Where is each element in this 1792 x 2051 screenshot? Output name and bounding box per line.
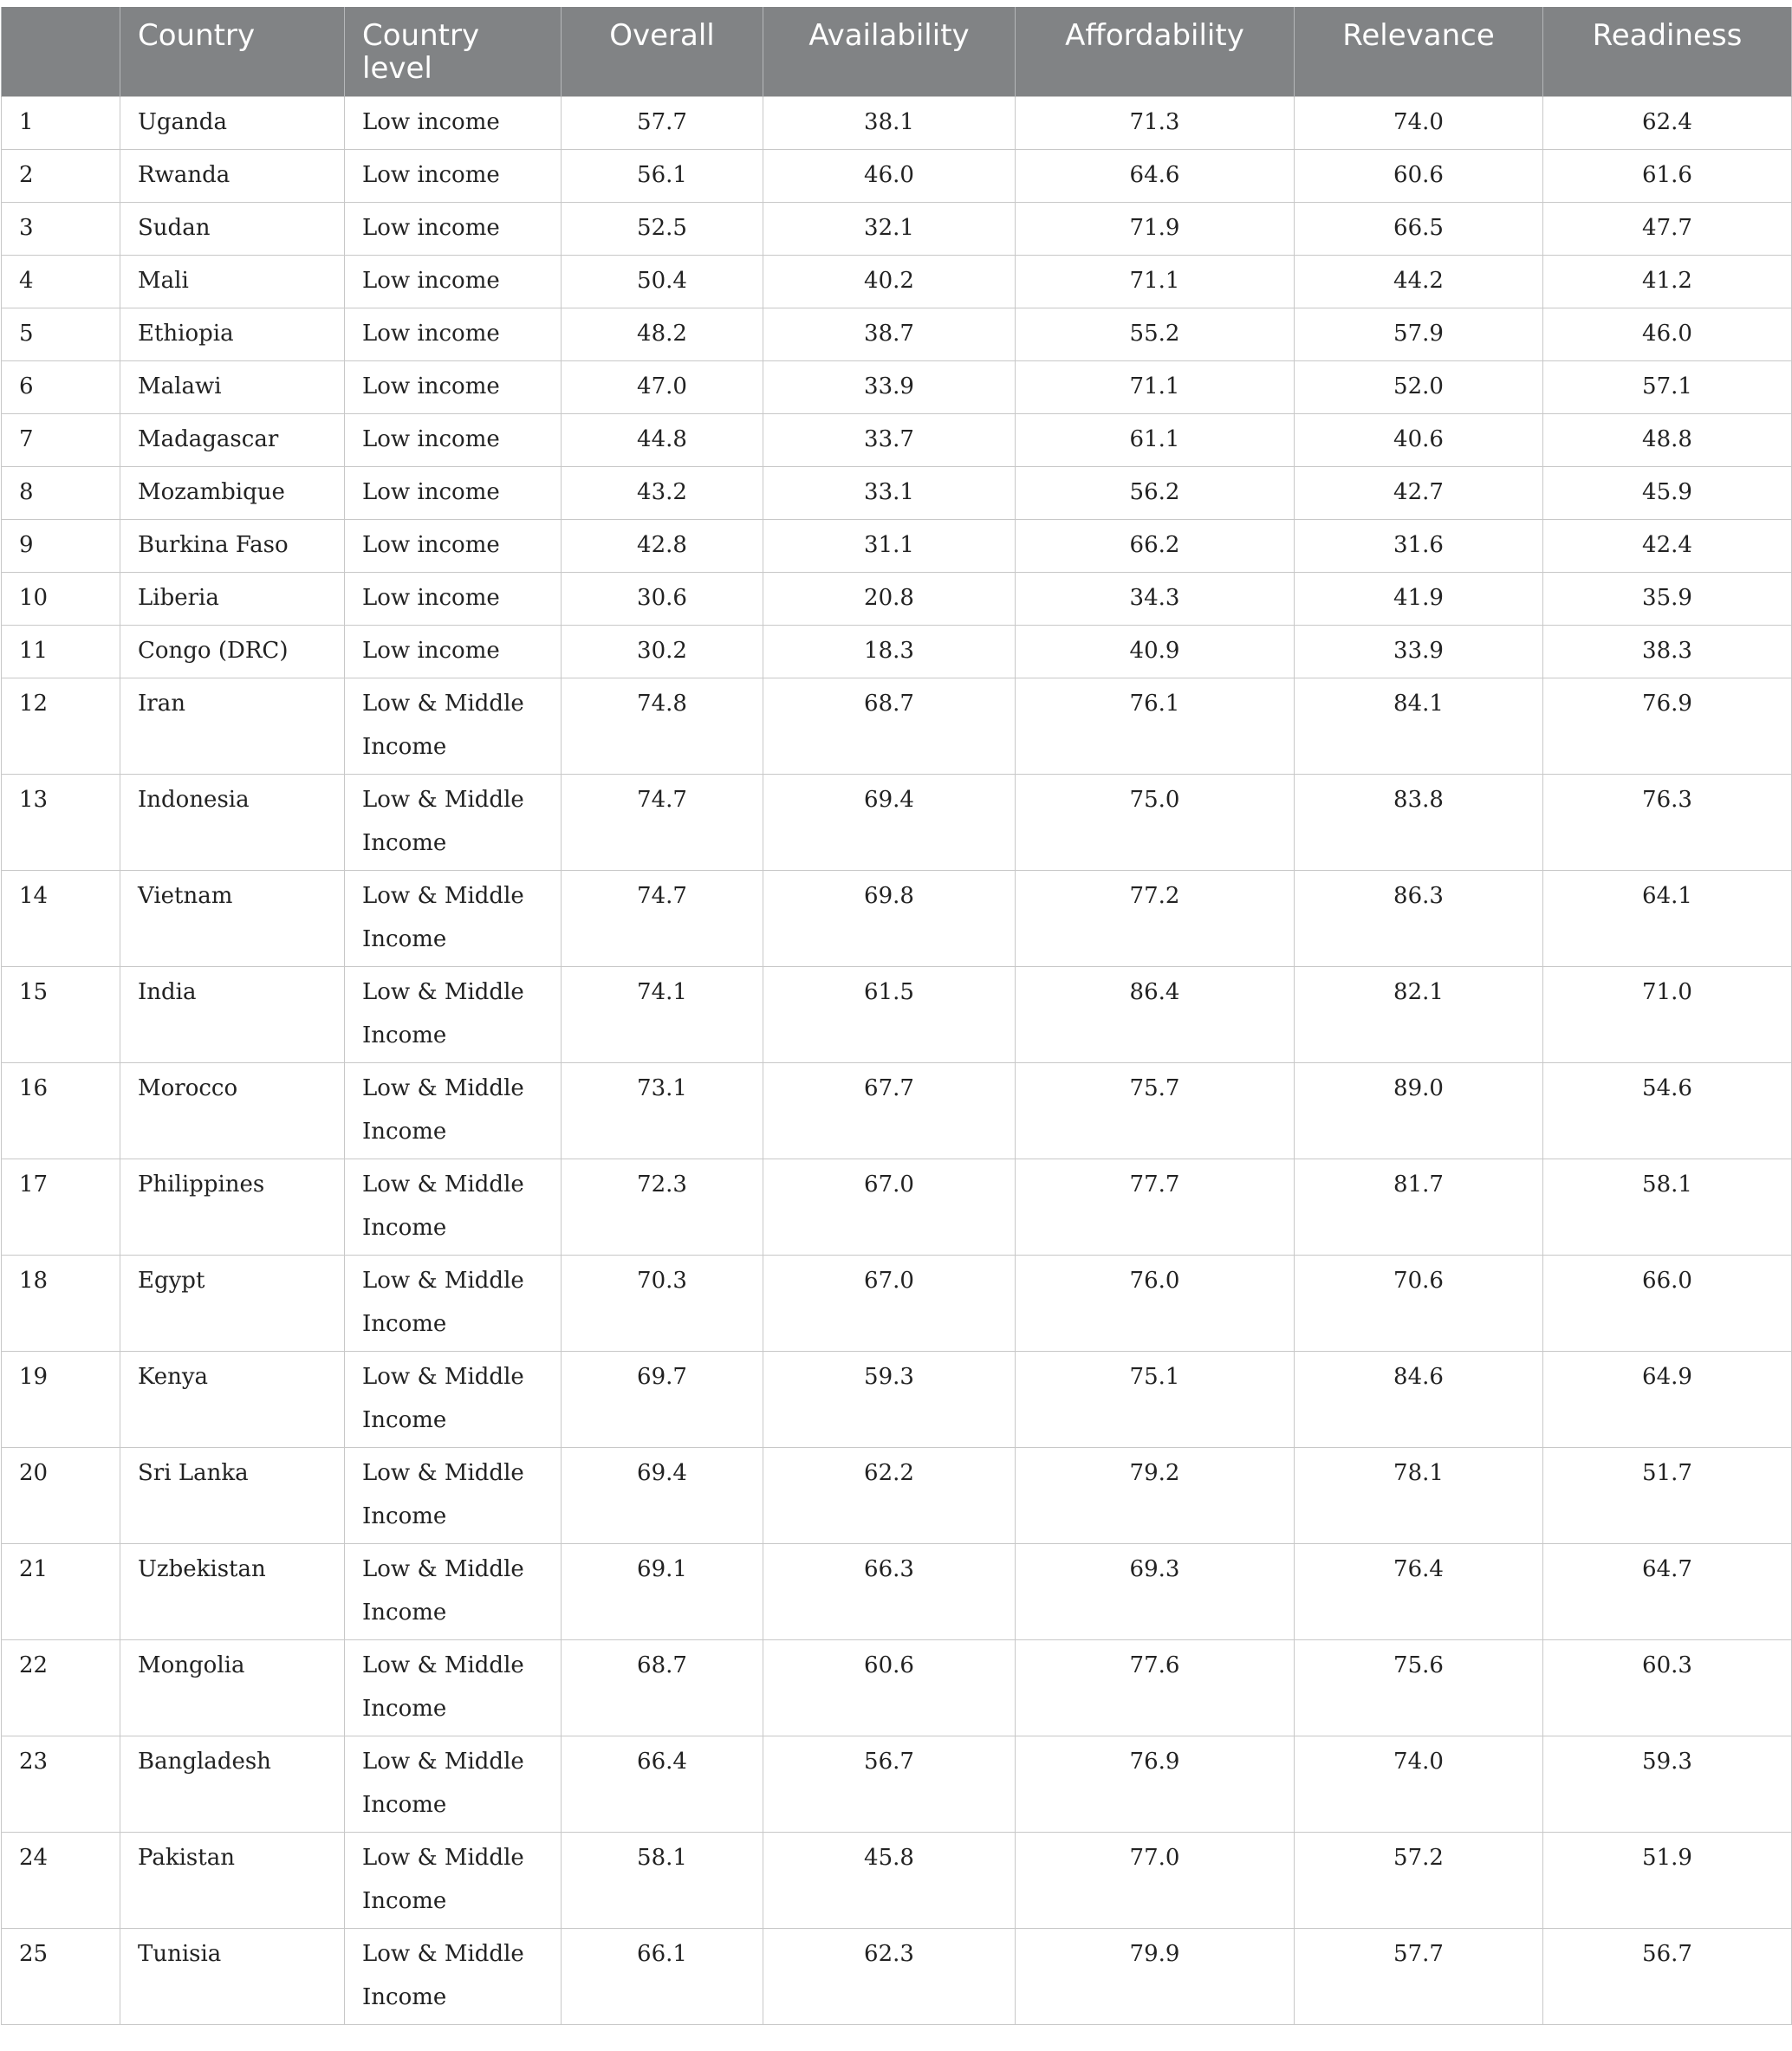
cell-country: Bangladesh	[120, 1736, 345, 1832]
cell-availability: 38.7	[763, 308, 1016, 360]
cell-rank: 10	[2, 572, 120, 625]
cell-relevance: 31.6	[1295, 519, 1543, 572]
cell-rank: 13	[2, 774, 120, 870]
cell-readiness: 60.3	[1543, 1639, 1792, 1736]
cell-country-level: Low income	[345, 625, 562, 678]
cell-rank: 18	[2, 1255, 120, 1351]
cell-availability: 38.1	[763, 96, 1016, 149]
table-row	[2, 678, 1792, 774]
cell-rank: 21	[2, 1543, 120, 1639]
cell-rank: 20	[2, 1447, 120, 1543]
cell-availability: 62.3	[763, 1928, 1016, 2024]
cell-affordability: 86.4	[1016, 966, 1295, 1062]
cell-rank: 1	[2, 96, 120, 149]
cell-country: Liberia	[120, 572, 345, 625]
cell-affordability: 79.2	[1016, 1447, 1295, 1543]
cell-availability: 62.2	[763, 1447, 1016, 1543]
cell-country-level: Low & Middle Income	[345, 1928, 562, 2024]
cell-affordability: 77.2	[1016, 870, 1295, 966]
cell-readiness: 38.3	[1543, 625, 1792, 678]
cell-relevance: 70.6	[1295, 1255, 1543, 1351]
cell-rank: 6	[2, 360, 120, 413]
cell-readiness: 59.3	[1543, 1736, 1792, 1832]
cell-overall: 43.2	[562, 466, 763, 519]
cell-rank: 16	[2, 1062, 120, 1159]
cell-overall: 74.7	[562, 870, 763, 966]
cell-affordability: 77.7	[1016, 1159, 1295, 1255]
cell-overall: 66.4	[562, 1736, 763, 1832]
cell-affordability: 75.1	[1016, 1351, 1295, 1447]
cell-country-level: Low & Middle Income	[345, 1351, 562, 1447]
cell-country-level: Low & Middle Income	[345, 1543, 562, 1639]
header-country: Country	[120, 7, 345, 96]
table-row	[2, 1255, 1792, 1351]
cell-affordability: 71.3	[1016, 96, 1295, 149]
cell-country-level: Low & Middle Income	[345, 678, 562, 774]
cell-readiness: 48.8	[1543, 413, 1792, 466]
table-row	[2, 413, 1792, 466]
cell-country: Indonesia	[120, 774, 345, 870]
cell-readiness: 64.1	[1543, 870, 1792, 966]
cell-overall: 57.7	[562, 96, 763, 149]
cell-readiness: 64.7	[1543, 1543, 1792, 1639]
cell-overall: 30.6	[562, 572, 763, 625]
cell-country-level: Low income	[345, 572, 562, 625]
cell-rank: 11	[2, 625, 120, 678]
cell-availability: 33.7	[763, 413, 1016, 466]
cell-country: Kenya	[120, 1351, 345, 1447]
cell-country-level: Low & Middle Income	[345, 1255, 562, 1351]
cell-relevance: 76.4	[1295, 1543, 1543, 1639]
cell-overall: 50.4	[562, 255, 763, 308]
table-row	[2, 1736, 1792, 1832]
cell-availability: 45.8	[763, 1832, 1016, 1928]
cell-availability: 59.3	[763, 1351, 1016, 1447]
cell-country: Morocco	[120, 1062, 345, 1159]
table-row	[2, 572, 1792, 625]
cell-overall: 69.7	[562, 1351, 763, 1447]
cell-overall: 70.3	[562, 1255, 763, 1351]
cell-readiness: 64.9	[1543, 1351, 1792, 1447]
cell-readiness: 42.4	[1543, 519, 1792, 572]
table-row	[2, 466, 1792, 519]
cell-country-level: Low income	[345, 202, 562, 255]
table-row	[2, 625, 1792, 678]
cell-country: Egypt	[120, 1255, 345, 1351]
cell-overall: 73.1	[562, 1062, 763, 1159]
cell-country: Congo (DRC)	[120, 625, 345, 678]
header-country-level: Country level	[345, 7, 562, 96]
cell-availability: 69.8	[763, 870, 1016, 966]
cell-rank: 24	[2, 1832, 120, 1928]
cell-country-level: Low & Middle Income	[345, 966, 562, 1062]
cell-affordability: 64.6	[1016, 149, 1295, 202]
cell-readiness: 76.3	[1543, 774, 1792, 870]
cell-relevance: 52.0	[1295, 360, 1543, 413]
cell-availability: 66.3	[763, 1543, 1016, 1639]
cell-relevance: 44.2	[1295, 255, 1543, 308]
cell-overall: 58.1	[562, 1832, 763, 1928]
cell-readiness: 51.7	[1543, 1447, 1792, 1543]
cell-rank: 19	[2, 1351, 120, 1447]
header-row	[2, 7, 1792, 96]
cell-overall: 74.8	[562, 678, 763, 774]
cell-availability: 56.7	[763, 1736, 1016, 1832]
cell-availability: 67.7	[763, 1062, 1016, 1159]
cell-availability: 31.1	[763, 519, 1016, 572]
cell-readiness: 46.0	[1543, 308, 1792, 360]
cell-relevance: 74.0	[1295, 1736, 1543, 1832]
cell-availability: 69.4	[763, 774, 1016, 870]
cell-affordability: 66.2	[1016, 519, 1295, 572]
cell-country-level: Low & Middle Income	[345, 1736, 562, 1832]
cell-affordability: 77.0	[1016, 1832, 1295, 1928]
table-row	[2, 1159, 1792, 1255]
country-index-table	[1, 7, 1792, 2025]
cell-readiness: 54.6	[1543, 1062, 1792, 1159]
cell-country-level: Low income	[345, 466, 562, 519]
cell-relevance: 78.1	[1295, 1447, 1543, 1543]
cell-country: Rwanda	[120, 149, 345, 202]
cell-country: Pakistan	[120, 1832, 345, 1928]
table-row	[2, 1832, 1792, 1928]
cell-availability: 18.3	[763, 625, 1016, 678]
cell-relevance: 75.6	[1295, 1639, 1543, 1736]
cell-country: Mozambique	[120, 466, 345, 519]
cell-overall: 48.2	[562, 308, 763, 360]
cell-overall: 69.1	[562, 1543, 763, 1639]
cell-overall: 72.3	[562, 1159, 763, 1255]
cell-affordability: 71.9	[1016, 202, 1295, 255]
cell-affordability: 56.2	[1016, 466, 1295, 519]
cell-country: Mongolia	[120, 1639, 345, 1736]
cell-readiness: 76.9	[1543, 678, 1792, 774]
cell-country: Philippines	[120, 1159, 345, 1255]
table-row	[2, 96, 1792, 149]
cell-affordability: 69.3	[1016, 1543, 1295, 1639]
table-row	[2, 149, 1792, 202]
cell-relevance: 57.7	[1295, 1928, 1543, 2024]
cell-country-level: Low & Middle Income	[345, 774, 562, 870]
cell-availability: 67.0	[763, 1255, 1016, 1351]
cell-availability: 68.7	[763, 678, 1016, 774]
cell-country-level: Low income	[345, 96, 562, 149]
table-row	[2, 202, 1792, 255]
cell-affordability: 71.1	[1016, 255, 1295, 308]
table-body	[2, 96, 1792, 2024]
cell-rank: 22	[2, 1639, 120, 1736]
header-affordability: Affordability	[1016, 7, 1295, 96]
cell-relevance: 84.6	[1295, 1351, 1543, 1447]
cell-rank: 5	[2, 308, 120, 360]
cell-availability: 61.5	[763, 966, 1016, 1062]
table-row	[2, 774, 1792, 870]
cell-affordability: 75.0	[1016, 774, 1295, 870]
table-row	[2, 308, 1792, 360]
cell-country: India	[120, 966, 345, 1062]
cell-readiness: 41.2	[1543, 255, 1792, 308]
cell-readiness: 58.1	[1543, 1159, 1792, 1255]
cell-overall: 69.4	[562, 1447, 763, 1543]
cell-rank: 7	[2, 413, 120, 466]
table-row	[2, 519, 1792, 572]
table-row	[2, 360, 1792, 413]
table-row	[2, 870, 1792, 966]
table-container	[0, 7, 1792, 2025]
cell-relevance: 89.0	[1295, 1062, 1543, 1159]
cell-country-level: Low & Middle Income	[345, 870, 562, 966]
cell-country-level: Low income	[345, 149, 562, 202]
cell-relevance: 42.7	[1295, 466, 1543, 519]
cell-overall: 42.8	[562, 519, 763, 572]
cell-relevance: 74.0	[1295, 96, 1543, 149]
cell-country: Tunisia	[120, 1928, 345, 2024]
cell-country: Vietnam	[120, 870, 345, 966]
cell-rank: 9	[2, 519, 120, 572]
cell-country-level: Low income	[345, 255, 562, 308]
cell-country-level: Low income	[345, 413, 562, 466]
cell-overall: 30.2	[562, 625, 763, 678]
cell-relevance: 83.8	[1295, 774, 1543, 870]
cell-relevance: 57.9	[1295, 308, 1543, 360]
cell-relevance: 66.5	[1295, 202, 1543, 255]
cell-rank: 2	[2, 149, 120, 202]
table-row	[2, 1351, 1792, 1447]
cell-country: Iran	[120, 678, 345, 774]
cell-readiness: 71.0	[1543, 966, 1792, 1062]
cell-affordability: 76.9	[1016, 1736, 1295, 1832]
cell-relevance: 57.2	[1295, 1832, 1543, 1928]
table-row	[2, 255, 1792, 308]
cell-relevance: 33.9	[1295, 625, 1543, 678]
cell-availability: 33.9	[763, 360, 1016, 413]
cell-readiness: 62.4	[1543, 96, 1792, 149]
cell-overall: 68.7	[562, 1639, 763, 1736]
table-row	[2, 1062, 1792, 1159]
cell-affordability: 71.1	[1016, 360, 1295, 413]
cell-relevance: 60.6	[1295, 149, 1543, 202]
table-row	[2, 966, 1792, 1062]
cell-readiness: 35.9	[1543, 572, 1792, 625]
cell-overall: 74.1	[562, 966, 763, 1062]
header-overall: Overall	[562, 7, 763, 96]
cell-availability: 40.2	[763, 255, 1016, 308]
cell-country: Malawi	[120, 360, 345, 413]
cell-country-level: Low income	[345, 360, 562, 413]
cell-relevance: 41.9	[1295, 572, 1543, 625]
cell-country-level: Low & Middle Income	[345, 1447, 562, 1543]
cell-relevance: 82.1	[1295, 966, 1543, 1062]
cell-rank: 8	[2, 466, 120, 519]
cell-affordability: 75.7	[1016, 1062, 1295, 1159]
cell-country-level: Low & Middle Income	[345, 1159, 562, 1255]
table-row	[2, 1639, 1792, 1736]
cell-affordability: 61.1	[1016, 413, 1295, 466]
cell-availability: 32.1	[763, 202, 1016, 255]
cell-country: Uzbekistan	[120, 1543, 345, 1639]
cell-availability: 67.0	[763, 1159, 1016, 1255]
header-readiness: Readiness	[1543, 7, 1792, 96]
cell-rank: 4	[2, 255, 120, 308]
table-row	[2, 1447, 1792, 1543]
table-row	[2, 1928, 1792, 2024]
cell-availability: 33.1	[763, 466, 1016, 519]
cell-affordability: 79.9	[1016, 1928, 1295, 2024]
cell-affordability: 55.2	[1016, 308, 1295, 360]
cell-relevance: 84.1	[1295, 678, 1543, 774]
cell-overall: 44.8	[562, 413, 763, 466]
cell-readiness: 57.1	[1543, 360, 1792, 413]
cell-rank: 25	[2, 1928, 120, 2024]
cell-readiness: 56.7	[1543, 1928, 1792, 2024]
cell-country-level: Low income	[345, 308, 562, 360]
header-relevance: Relevance	[1295, 7, 1543, 96]
cell-rank: 15	[2, 966, 120, 1062]
cell-country: Ethiopia	[120, 308, 345, 360]
cell-availability: 20.8	[763, 572, 1016, 625]
cell-relevance: 86.3	[1295, 870, 1543, 966]
cell-readiness: 51.9	[1543, 1832, 1792, 1928]
cell-readiness: 61.6	[1543, 149, 1792, 202]
cell-country: Sri Lanka	[120, 1447, 345, 1543]
cell-relevance: 81.7	[1295, 1159, 1543, 1255]
cell-rank: 23	[2, 1736, 120, 1832]
cell-country: Sudan	[120, 202, 345, 255]
cell-country-level: Low & Middle Income	[345, 1832, 562, 1928]
cell-country: Burkina Faso	[120, 519, 345, 572]
cell-rank: 12	[2, 678, 120, 774]
cell-affordability: 40.9	[1016, 625, 1295, 678]
cell-affordability: 76.1	[1016, 678, 1295, 774]
cell-overall: 74.7	[562, 774, 763, 870]
cell-country: Mali	[120, 255, 345, 308]
cell-readiness: 45.9	[1543, 466, 1792, 519]
cell-overall: 56.1	[562, 149, 763, 202]
header-availability: Availability	[763, 7, 1016, 96]
cell-rank: 17	[2, 1159, 120, 1255]
header-rank	[2, 7, 120, 96]
cell-country-level: Low income	[345, 519, 562, 572]
cell-availability: 46.0	[763, 149, 1016, 202]
cell-availability: 60.6	[763, 1639, 1016, 1736]
cell-rank: 14	[2, 870, 120, 966]
cell-country-level: Low & Middle Income	[345, 1639, 562, 1736]
cell-affordability: 34.3	[1016, 572, 1295, 625]
cell-relevance: 40.6	[1295, 413, 1543, 466]
cell-readiness: 47.7	[1543, 202, 1792, 255]
table-row	[2, 1543, 1792, 1639]
cell-country-level: Low & Middle Income	[345, 1062, 562, 1159]
cell-country: Uganda	[120, 96, 345, 149]
cell-country: Madagascar	[120, 413, 345, 466]
cell-overall: 52.5	[562, 202, 763, 255]
cell-overall: 47.0	[562, 360, 763, 413]
cell-overall: 66.1	[562, 1928, 763, 2024]
cell-affordability: 76.0	[1016, 1255, 1295, 1351]
cell-readiness: 66.0	[1543, 1255, 1792, 1351]
cell-rank: 3	[2, 202, 120, 255]
cell-affordability: 77.6	[1016, 1639, 1295, 1736]
